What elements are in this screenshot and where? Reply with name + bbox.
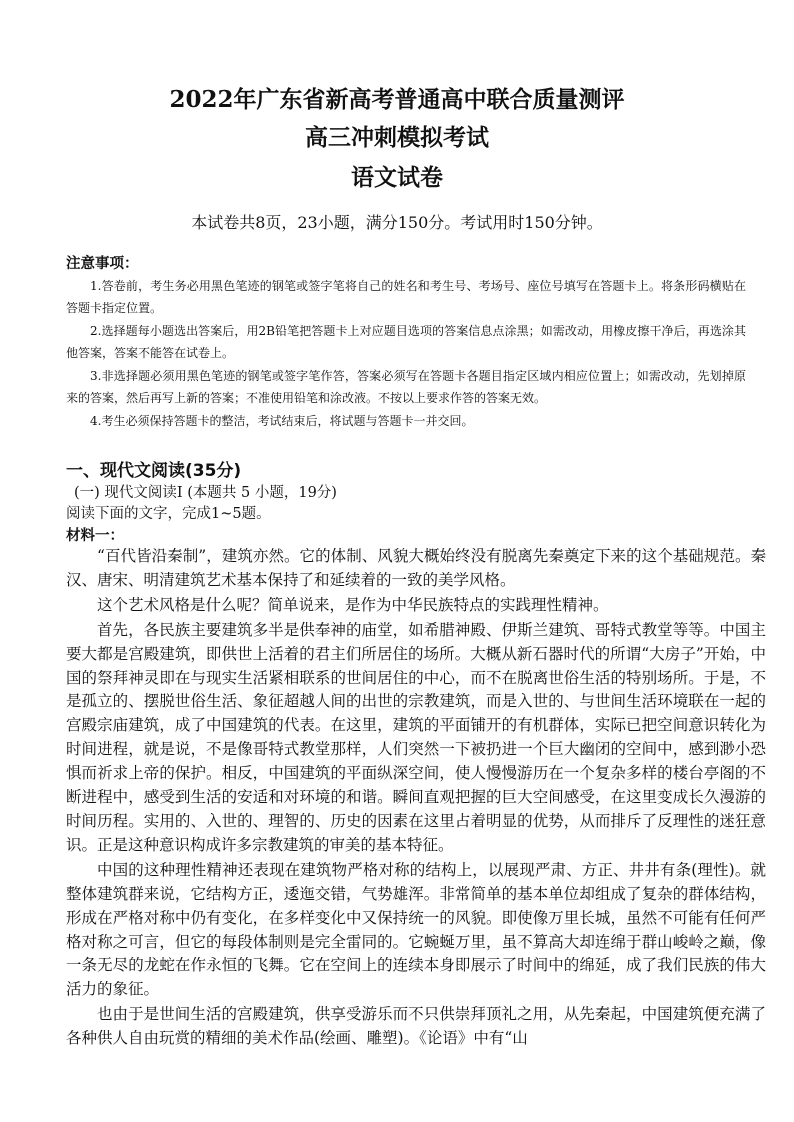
section-heading: 一、现代文阅读(35分) <box>66 461 242 481</box>
exam-info: 本试卷共8页，23小题，满分150分。考试用时150分钟。 <box>191 213 603 232</box>
note-item: 4.考生必须保持答题卡的整洁，考试结束后，将试题与答题卡一并交回。 <box>90 414 474 428</box>
note-item: 2.选择题每小题选出答案后，用2B铅笔把答题卡上对应题目选项的答案信息点涂黑；如需改动，用橡皮擦干净后，再选涂其他答案，答案不能答在试卷上。 <box>66 324 746 360</box>
exam-subject: 语文试卷 <box>351 164 443 191</box>
title-block <box>0 88 794 189</box>
exam-subtitle: 高三冲刺模拟考试 <box>305 124 489 151</box>
notes-block <box>66 254 746 435</box>
material-body <box>66 545 766 1051</box>
paragraph: 中国的这种理性精神还表现在建筑物严格对称的结构上，以展现严肃、方正、井井有条(理性)。就整体建筑群来说，它结构方正，逶迤交错，气势雄浑。非常简单的基本单位却组成了复杂的群体结构，形成在严格对称中仍有变化，在多样变化中又保持统一的风貌。即使像万里长城，虽然不可能有任何严格对称之可言，但它的每段体制则是完全雷同的。它蜿蜒万里，虽不算高大却连绵于群山峻岭之巅，像一条无尽的龙蛇在作永恒的飞舞。它在空间上的连续本身即展示了时间中的绵延，成了我们民族的伟大活力的象征。 <box>66 860 766 999</box>
note-item: 1.答卷前，考生务必用黑色笔迹的钢笔或签字笔将自己的姓名和考生号、考场号、座位号填写在答题卡上。将条形码横贴在答题卡指定位置。 <box>66 279 746 315</box>
section-subheading: (一) 现代文阅读Ⅰ (本题共 5 小题，19分) <box>74 485 337 501</box>
reading-instruction: 阅读下面的文字，完成1~5题。 <box>66 506 271 522</box>
paragraph: 这个艺术风格是什么呢？简单说来，是作为中华民族特点的实践理性精神。 <box>97 595 609 614</box>
exam-title: 2022年广东省新高考普通高中联合质量测评 <box>169 86 625 113</box>
paragraph: 也由于是世间生活的宫殿建筑，供享受游乐而不只供崇拜顶礼之用，从先秦起，中国建筑便充满了各种供人自由玩赏的精细的美术作品(绘画、雕塑)。《论语》中有“山 <box>66 1005 766 1048</box>
paragraph: 首先，各民族主要建筑多半是供奉神的庙堂，如希腊神殿、伊斯兰建筑、哥特式教堂等等。中国主要大都是宫殿建筑，即供世上活着的君主们所居住的场所。大概从新石器时代的所谓“大房子”开始，中国的祭拜神灵即在与现实生活紧相联系的世间居住的中心，而不在脱离世俗生活的特别场所。于是，不是孤立的、摆脱世俗生活、象征超越人间的出世的宗教建筑，而是入世的、与世间生活环境联在一起的宫殿宗庙建筑，成了中国建筑的代表。在这里，建筑的平面铺开的有机群体，实际已把空间意识转化为时间进程，就是说，不是像哥特式教堂那样，人们突然一下被扔进一个巨大幽闭的空间中，感到渺小恐惧而祈求上帝的保护。相反，中国建筑的平面纵深空间，使人慢慢游历在一个复杂多样的楼台亭阁的不断进程中，感受到生活的安适和对环境的和谐。瞬间直观把握的巨大空间感受，在这里变成长久漫游的时间历程。实用的、入世的、理智的、历史的因素在这里占着明显的优势，从而排斥了反理性的迷狂意识。正是这种意识构成许多宗教建筑的审美的基本特征。 <box>66 620 766 854</box>
section-header <box>66 460 756 546</box>
material-label: 材料一： <box>66 527 124 544</box>
note-item: 3.非选择题必须用黑色笔迹的钢笔或签字笔作答，答案必须写在答题卡各题目指定区域内相应位置上；如需改动，先划掉原来的答案，然后再写上新的答案；不准使用铅笔和涂改液。不按以上要求作答的答案无效。 <box>66 369 746 405</box>
notes-heading: 注意事项： <box>66 255 139 272</box>
paragraph: “百代皆沿秦制”，建筑亦然。它的体制、风貌大概始终没有脱离先秦奠定下来的这个基础规范。秦汉、唐宋、明清建筑艺术基本保持了和延续着的一致的美学风格。 <box>66 547 766 589</box>
